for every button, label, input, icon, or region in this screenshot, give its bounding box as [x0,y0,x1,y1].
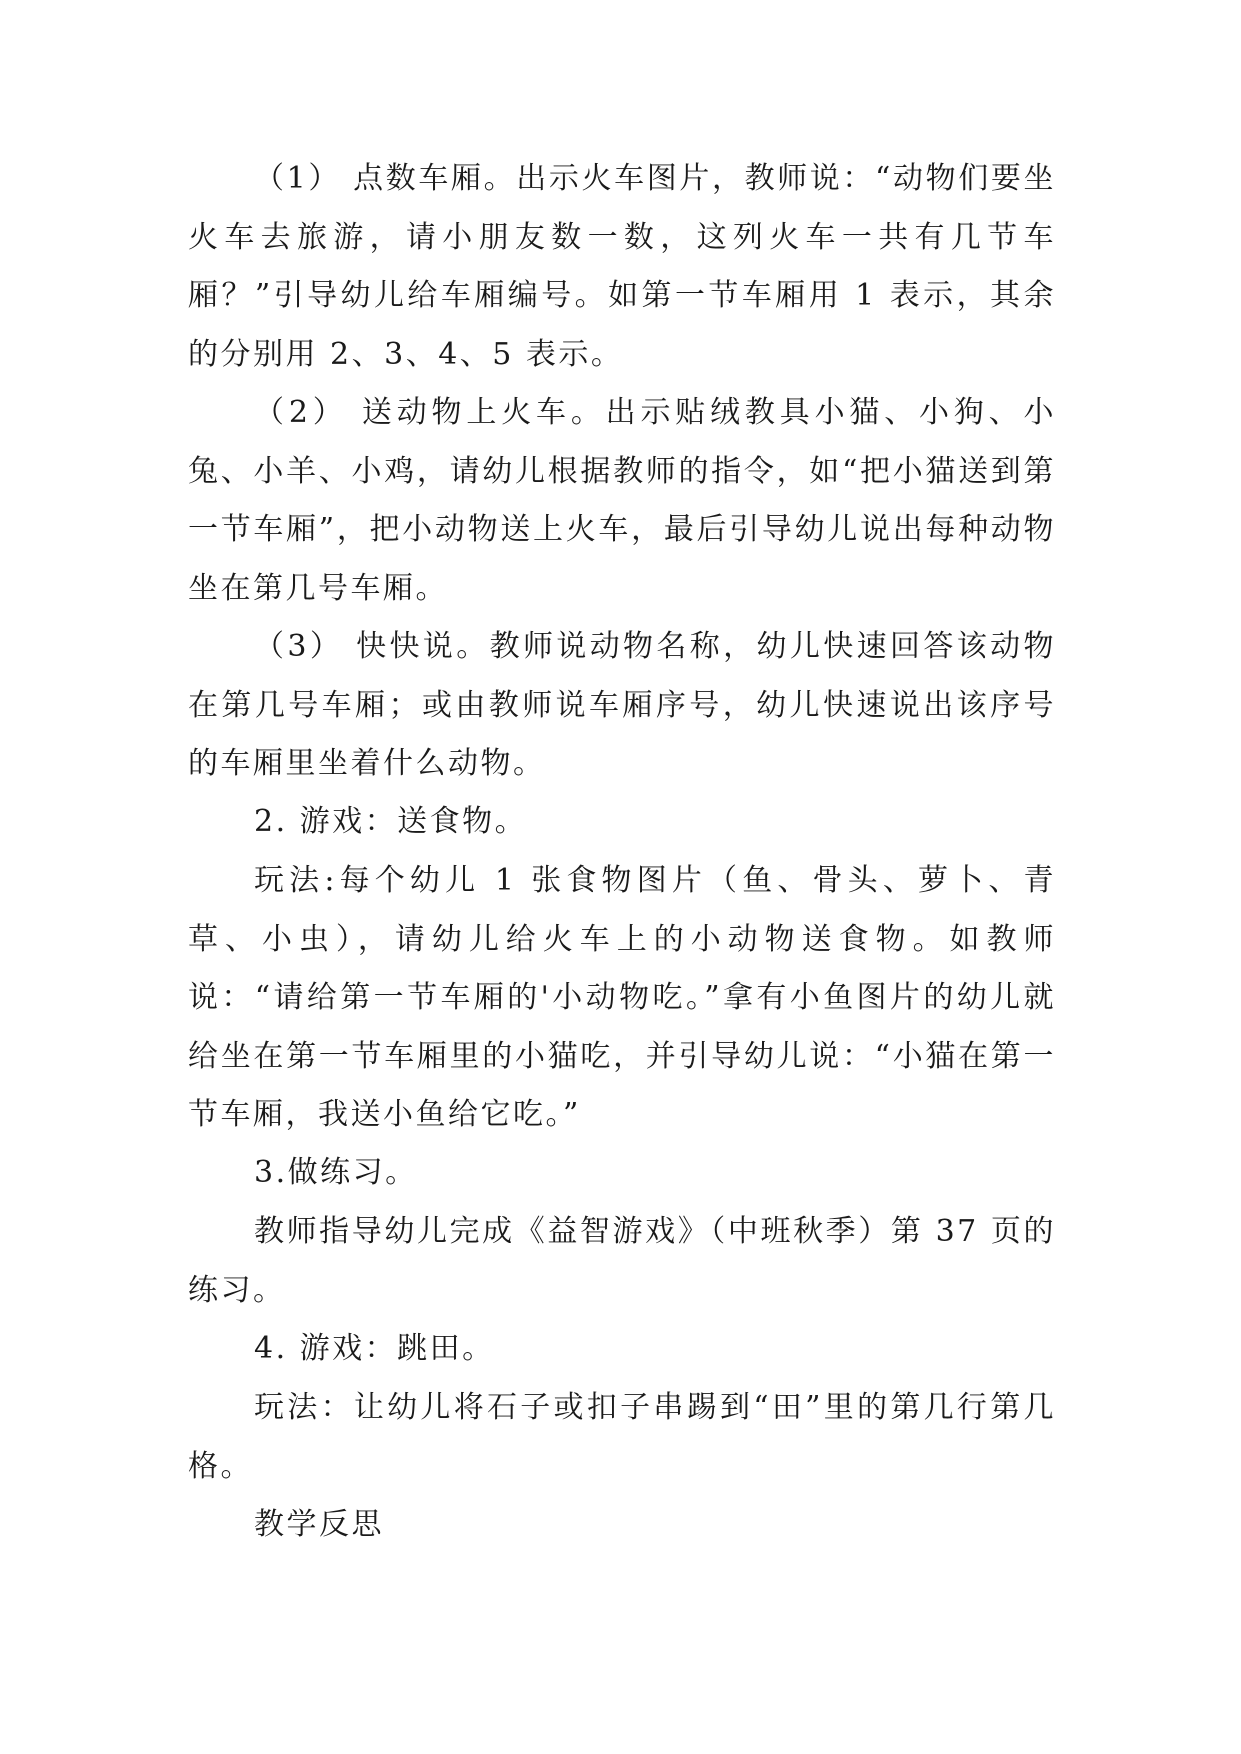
paragraph-game-jump-rules: 玩法：让幼儿将石子或扣子串踢到“田”里的第几行第几格。 [188,1390,1056,1484]
paragraph-animals-on-train: （2） 送动物上火车。出示贴绒教具小猫、小狗、小兔、小羊、小鸡，请幼儿根据教师的指令，如“把小猫送到第一节车厢”，把小动物送上火车，最后引导幼儿说出每种动物坐在第几号车厢。 [188,395,1056,606]
paragraph-exercise-instruction: 教师指导幼儿完成《益智游戏》（中班秋季）第 37 页的练习。 [188,1214,1056,1308]
paragraph-game-jump-heading: 4. 游戏：跳田。 [254,1331,495,1366]
paragraph-counting-carriages: （1） 点数车厢。出示火车图片，教师说：“动物们要坐火车去旅游，请小朋友数一数，这列火车一共有几节车厢？”引导幼儿给车厢编号。如第一节车厢用 1 表示，其余的分别用 2、3、4、5 表示。 [188,161,1056,372]
paragraph-game-food-rules: 玩法:每个幼儿 1 张食物图片（鱼、骨头、萝卜、青草、小虫），请幼儿给火车上的小动物送食物。如教师说：“请给第一节车厢的'小动物吃。”拿有小鱼图片的幼儿就给坐在第一节车厢里的小猫吃，并引导幼儿说：“小猫在第一节车厢，我送小鱼给它吃。” [188,863,1056,1132]
paragraph-quick-say: （3） 快快说。教师说动物名称，幼儿快速回答该动物在第几号车厢；或由教师说车厢序号，幼儿快速说出该序号的车厢里坐着什么动物。 [188,629,1056,781]
paragraph-game-food-heading: 2. 游戏：送食物。 [254,804,528,839]
paragraph-exercise-heading: 3.做练习。 [254,1155,418,1190]
paragraph-teaching-reflection: 教学反思 [254,1507,384,1542]
